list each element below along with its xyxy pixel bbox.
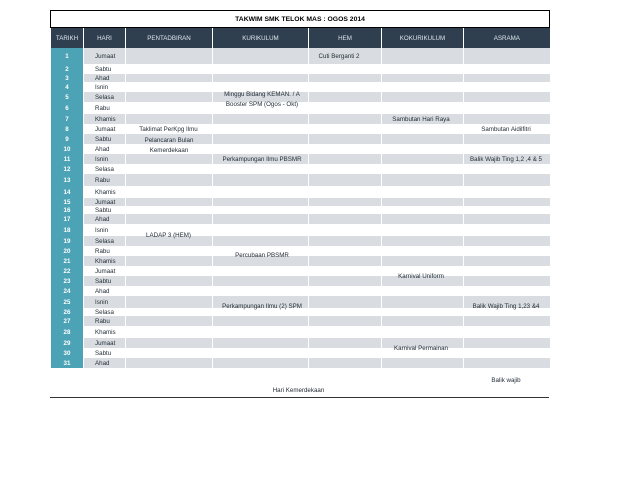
day-cell: Selasa [84, 164, 126, 174]
day-cell: Isnin [84, 154, 126, 164]
event-cell [126, 276, 213, 286]
table-row [51, 338, 550, 348]
day-cell: Sabtu [84, 206, 126, 214]
header-pentadbiran: PENTADBIRAN [126, 28, 213, 49]
event-cell [126, 154, 213, 164]
day-cell: Isnin [84, 82, 126, 92]
event-balik-wajib-3: Balik wajib [491, 377, 521, 384]
event-cell [126, 102, 213, 114]
event-cell [126, 358, 213, 368]
day-cell: Khamis [84, 114, 126, 124]
event-cell [126, 64, 213, 74]
event-cell [126, 266, 213, 276]
event-cell [309, 206, 382, 214]
event-balik-wajib-2: Balik Wajib Ting 1,23 &4 [472, 303, 540, 310]
event-cell [382, 256, 464, 266]
event-cell [309, 198, 382, 206]
header-tarikh: TARIKH [51, 28, 84, 49]
event-cell [309, 114, 382, 124]
event-taklimat: Taklimat PerKpg Ilmu [139, 126, 198, 133]
event-cell [309, 246, 382, 256]
day-cell: Rabu [84, 316, 126, 326]
event-cell [213, 74, 309, 82]
event-cell [213, 206, 309, 214]
event-cell [464, 174, 550, 186]
event-cell [309, 154, 382, 164]
event-cell [382, 186, 464, 198]
event-perkampungan-2: Perkampungan Ilmu (2) SPM [222, 303, 302, 310]
event-cell [464, 114, 550, 124]
header-asrama: ASRAMA [464, 28, 550, 49]
event-cell [309, 102, 382, 114]
event-cell [382, 308, 464, 316]
event-cell [382, 164, 464, 174]
event-cell [382, 174, 464, 186]
date-cell: 12 [51, 164, 84, 174]
event-ladap: LADAP 3 (HEM) [146, 232, 191, 239]
date-cell: 25 [51, 296, 84, 308]
event-cell [309, 134, 382, 144]
event-cell [382, 144, 464, 154]
event-cell [309, 338, 382, 348]
date-cell: 13 [51, 174, 84, 186]
date-cell: 4 [51, 82, 84, 92]
event-cell [309, 82, 382, 92]
day-cell: Ahad [84, 358, 126, 368]
table-bottom-border [50, 397, 549, 398]
event-cell [464, 134, 550, 144]
event-cell [213, 286, 309, 296]
date-cell: 6 [51, 102, 84, 114]
date-cell: 9 [51, 134, 84, 144]
date-cell: 8 [51, 124, 84, 134]
day-cell: Khamis [84, 186, 126, 198]
calendar-sheet [50, 10, 549, 368]
date-cell: 15 [51, 198, 84, 206]
event-cell [309, 236, 382, 246]
table-row [51, 206, 550, 214]
event-cell [382, 296, 464, 308]
table-row [51, 316, 550, 326]
date-cell: 2 [51, 64, 84, 74]
event-cell [464, 74, 550, 82]
date-cell: 20 [51, 246, 84, 256]
table-row [51, 276, 550, 286]
date-cell: 28 [51, 326, 84, 338]
event-cell [126, 186, 213, 198]
day-cell: Ahad [84, 214, 126, 224]
event-cell [382, 286, 464, 296]
day-cell: Khamis [84, 256, 126, 266]
day-cell: Rabu [84, 102, 126, 114]
event-cell [382, 74, 464, 82]
date-cell: 23 [51, 276, 84, 286]
date-cell: 31 [51, 358, 84, 368]
event-cell [213, 134, 309, 144]
event-cell [213, 326, 309, 338]
date-cell: 21 [51, 256, 84, 266]
event-minggu-bidang: Minggu Bidang KEMAN. / A Booster SPM (Ogos - Okt) [224, 91, 300, 108]
date-cell: 27 [51, 316, 84, 326]
event-cell [464, 316, 550, 326]
event-cell [382, 326, 464, 338]
day-cell: Ahad [84, 144, 126, 154]
event-cell [382, 134, 464, 144]
event-cell [213, 144, 309, 154]
event-cell [309, 74, 382, 82]
day-cell: Sabtu [84, 276, 126, 286]
event-cell [309, 124, 382, 134]
event-cell [464, 82, 550, 92]
event-cell [213, 186, 309, 198]
event-cell [126, 164, 213, 174]
date-cell: 29 [51, 338, 84, 348]
header-hari: HARI [84, 28, 126, 49]
event-cell [464, 102, 550, 114]
date-cell: 17 [51, 214, 84, 224]
event-balik-wajib-1: Balik Wajib Ting 1,2 ,4 & 5 [470, 156, 542, 163]
date-cell: 22 [51, 266, 84, 276]
event-cell [382, 236, 464, 246]
event-cell [126, 92, 213, 102]
event-cell [126, 256, 213, 266]
table-row [51, 198, 550, 206]
event-cell [213, 114, 309, 124]
event-cell [464, 338, 550, 348]
day-cell: Selasa [84, 308, 126, 316]
day-cell: Rabu [84, 174, 126, 186]
event-cell [309, 64, 382, 74]
event-cell [126, 348, 213, 358]
event-cell [464, 266, 550, 276]
event-cell [464, 206, 550, 214]
event-cell [464, 186, 550, 198]
day-cell: Sabtu [84, 134, 126, 144]
event-cell [126, 246, 213, 256]
date-cell: 5 [51, 92, 84, 102]
event-cell [382, 224, 464, 236]
event-cell [213, 124, 309, 134]
event-karnival-permainan: Karnival Permainan [394, 345, 448, 352]
event-cell [213, 276, 309, 286]
table-row [51, 286, 550, 296]
event-cell [382, 92, 464, 102]
event-cell [464, 276, 550, 286]
table-row [51, 358, 550, 368]
event-cell [309, 164, 382, 174]
day-cell: Selasa [84, 92, 126, 102]
table-row [51, 64, 550, 74]
date-cell: 10 [51, 144, 84, 154]
event-cell [126, 338, 213, 348]
event-cell [213, 224, 309, 236]
event-cell [309, 296, 382, 308]
table-row [51, 186, 550, 198]
day-cell: Sabtu [84, 348, 126, 358]
event-cell [213, 164, 309, 174]
header-hem: HEM [309, 28, 382, 49]
event-sambutan-hari-raya: Sambutan Hari Raya [392, 116, 450, 123]
event-cell [213, 64, 309, 74]
day-cell: Isnin [84, 296, 126, 308]
event-cell [382, 198, 464, 206]
event-cell [309, 174, 382, 186]
event-cell [126, 48, 213, 64]
event-pelancaran: Pelancaran Bulan Kemerdekaan [144, 137, 194, 154]
event-cell [464, 164, 550, 174]
day-cell: Ahad [84, 286, 126, 296]
event-cell [382, 48, 464, 64]
event-cell [213, 48, 309, 64]
event-cell [382, 124, 464, 134]
event-cell [382, 154, 464, 164]
event-cell [126, 74, 213, 82]
event-cell [213, 266, 309, 276]
day-cell: Selasa [84, 236, 126, 246]
event-cell [309, 92, 382, 102]
calendar-table [50, 10, 550, 368]
event-cell [382, 358, 464, 368]
date-cell: 18 [51, 224, 84, 236]
event-cell [126, 296, 213, 308]
event-cell [382, 64, 464, 74]
header-kokurikulum: KOKURIKULUM [382, 28, 464, 49]
event-cell [309, 286, 382, 296]
calendar-title: TAKWIM SMK TELOK MAS : OGOS 2014 [51, 11, 550, 28]
event-cell [464, 144, 550, 154]
event-cell [126, 214, 213, 224]
table-row [51, 114, 550, 124]
event-cell [464, 256, 550, 266]
date-cell: 19 [51, 236, 84, 246]
date-cell: 11 [51, 154, 84, 164]
table-row [51, 164, 550, 174]
event-cell [309, 358, 382, 368]
event-cell [213, 214, 309, 224]
date-cell: 1 [51, 48, 84, 64]
event-cell [309, 186, 382, 198]
event-cell [464, 246, 550, 256]
day-cell: Ahad [84, 74, 126, 82]
event-cell [309, 326, 382, 338]
table-row [51, 174, 550, 186]
day-cell: Khamis [84, 326, 126, 338]
event-cell [309, 348, 382, 358]
event-cell [213, 338, 309, 348]
event-cell [464, 236, 550, 246]
event-cell [126, 174, 213, 186]
day-cell: Jumaat [84, 48, 126, 64]
event-cell [382, 102, 464, 114]
date-cell: 30 [51, 348, 84, 358]
date-cell: 26 [51, 308, 84, 316]
event-cell [464, 64, 550, 74]
event-cell [464, 92, 550, 102]
event-karnival-uniform: Karnival Uniform [398, 273, 444, 280]
event-cell [213, 236, 309, 246]
day-cell: Sabtu [84, 64, 126, 74]
table-row [51, 266, 550, 276]
event-cell [382, 316, 464, 326]
event-cell [213, 358, 309, 368]
event-cell [464, 286, 550, 296]
event-cell [309, 256, 382, 266]
event-cell [213, 348, 309, 358]
event-cell [464, 48, 550, 64]
table-row [51, 144, 550, 154]
date-cell: 14 [51, 186, 84, 198]
event-cell [464, 198, 550, 206]
event-cell [309, 214, 382, 224]
day-cell: Jumaat [84, 338, 126, 348]
date-cell: 16 [51, 206, 84, 214]
event-cell [126, 286, 213, 296]
header-kurikulum: KURIKULUM [213, 28, 309, 49]
event-cell [126, 308, 213, 316]
table-row [51, 134, 550, 144]
event-sambutan-aidilfitri: Sambutan Aidilfitri [481, 126, 531, 133]
event-cell [382, 82, 464, 92]
event-cell [126, 114, 213, 124]
event-cell [309, 266, 382, 276]
table-row [51, 74, 550, 82]
table-row [51, 214, 550, 224]
date-cell: 24 [51, 286, 84, 296]
day-cell: Rabu [84, 246, 126, 256]
event-cell [126, 316, 213, 326]
day-cell: Jumaat [84, 266, 126, 276]
event-cell [213, 316, 309, 326]
event-cuti: Cuti Berganti 2 [318, 53, 360, 60]
day-cell: Jumaat [84, 124, 126, 134]
event-cell [464, 224, 550, 236]
event-cell [464, 348, 550, 358]
date-cell: 3 [51, 74, 84, 82]
date-cell: 7 [51, 114, 84, 124]
event-cell [464, 326, 550, 338]
event-cell [309, 276, 382, 286]
event-cell [126, 82, 213, 92]
event-cell [309, 224, 382, 236]
event-cell [382, 214, 464, 224]
event-cell [126, 206, 213, 214]
day-cell: Jumaat [84, 198, 126, 206]
event-cell [126, 326, 213, 338]
day-cell: Isnin [84, 224, 126, 236]
event-cell [382, 246, 464, 256]
event-cell [213, 174, 309, 186]
event-cell [382, 206, 464, 214]
event-hari-kemerdekaan: Hari Kemerdekaan [272, 387, 325, 394]
event-cell [213, 198, 309, 206]
event-cell [309, 316, 382, 326]
event-percubaan: Percubaan PBSMR [235, 252, 289, 259]
table-row [51, 326, 550, 338]
event-cell [464, 358, 550, 368]
event-cell [309, 308, 382, 316]
table-row [51, 348, 550, 358]
event-perkampungan: Perkampungan Ilmu PBSMR [222, 156, 302, 163]
event-cell [309, 144, 382, 154]
event-cell [464, 214, 550, 224]
event-cell [126, 198, 213, 206]
